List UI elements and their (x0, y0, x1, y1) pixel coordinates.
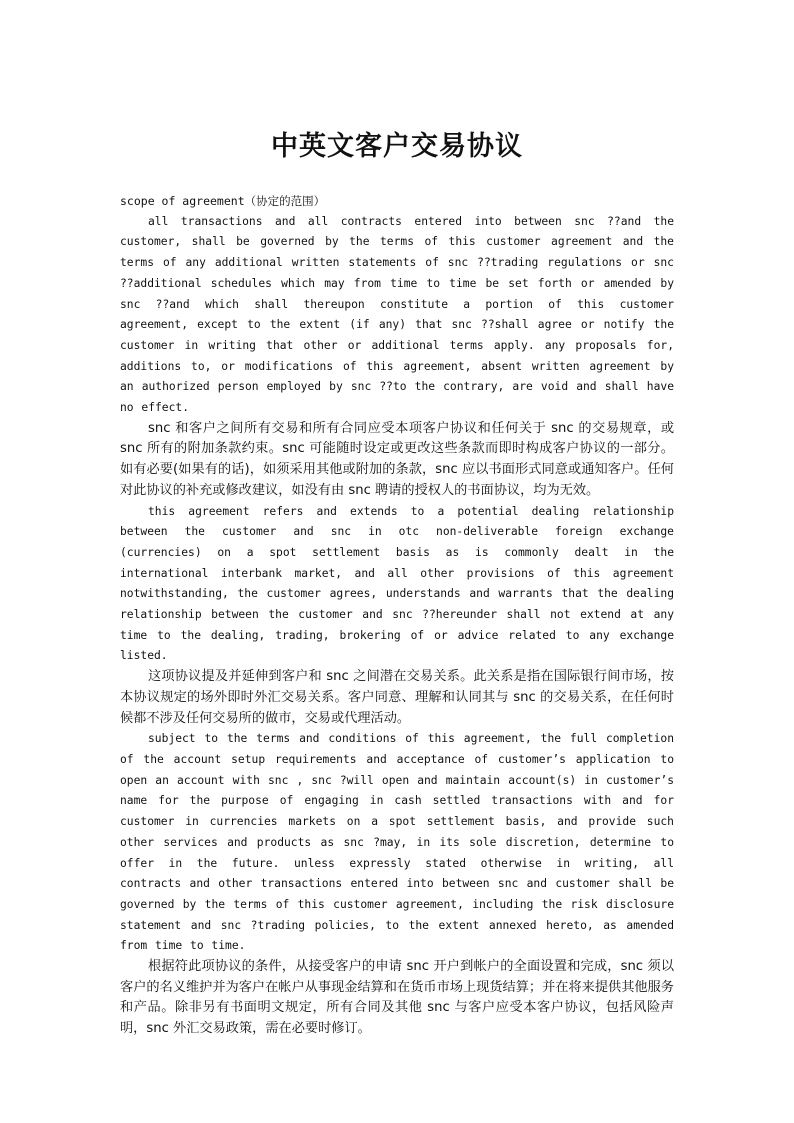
paragraph-en-account: subject to the terms and conditions of this agreement, the full completion of the account setup requirements and acceptance of customer’s application to open an account with snc , snc ?will open and maintain account(s) in customer’s name for the purpose of engaging in cash settled transactions with and for customer in currencies markets on a spot settlement basis, and provide such other services and products as snc ?may, in its sole discretion, determine to offer in the future. unless expressly stated otherwise in writing, all contracts and other transactions entered into between snc and customer shall be governed by the terms of this customer agreement, including the risk disclosure statement and snc ?trading policies, to the extent annexed hereto, as amended from time to time. (120, 732, 674, 953)
paragraph-en-scope: all transactions and all contracts entered into between snc ??and the customer, shall be governed by the terms of this customer agreement and the terms of any additional written statements of snc ??trading regulations or snc ??additional schedules which may from time to time be set forth or amended by snc ??and which shall thereupon constitute a portion of this customer agreement, except to the extent (if any) that snc ??shall agree or notify the customer in writing that other or additional terms apply. any proposals for, additions to, or modifications of this agreement, absent written agreement by an authorized person employed by snc ??to the contrary, are void and shall have no effect. (120, 214, 674, 415)
document-title: 中英文客户交易协议 (271, 131, 523, 162)
paragraph-zh-scope: snc 和客户之间所有交易和所有合同应受本项客户协议和任何关于 snc 的交易规章，或 snc 所有的附加条款约束。snc 可能随时设定或更改这些条款而即时构成客户协议的一部分。如有必要(如果有的话)，如须采用其他或附加的条款，snc 应以书面形式同意或通知客户。任何对此协议的补充或修改建议，如没有由 snc 聘请的授权人的书面协议，均为无效。 (120, 420, 674, 498)
paragraph-zh-account: 根据符此项协议的条件，从接受客户的申请 snc 开户到帐户的全面设置和完成，snc 须以客户的名义维护并为客户在帐户从事现金结算和在货币市场上现货结算；并在将来提供其他服务和产品。除非另有书面明文规定，所有合同及其他 snc 与客户应受本客户协议，包括风险声明，snc 外汇交易政策，需在必要时修订。 (120, 959, 674, 1037)
paragraph-en-relationship: this agreement refers and extends to a potential dealing relationship between the customer and snc in otc non-deliverable foreign exchange (currencies) on a spot settlement basis as is commonly dealt in the international interbank market, and all other provisions of this agreement notwithstanding, the customer agrees, understands and warrants that the dealing relationship between the customer and snc ??hereunder shall not extend at any time to the dealing, trading, brokering of or advice related to any exchange listed. (120, 504, 674, 663)
paragraph-zh-relationship: 这项协议提及并延伸到客户和 snc 之间潜在交易关系。此关系是指在国际银行间市场，按本协议规定的场外即时外汇交易关系。客户同意、理解和认同其与 snc 的交易关系，在任何时候都不涉及任何交易所的做市，交易或代理活动。 (120, 669, 674, 726)
document-body (120, 191, 674, 1040)
section-heading: scope of agreement（协定的范围） (120, 194, 326, 208)
